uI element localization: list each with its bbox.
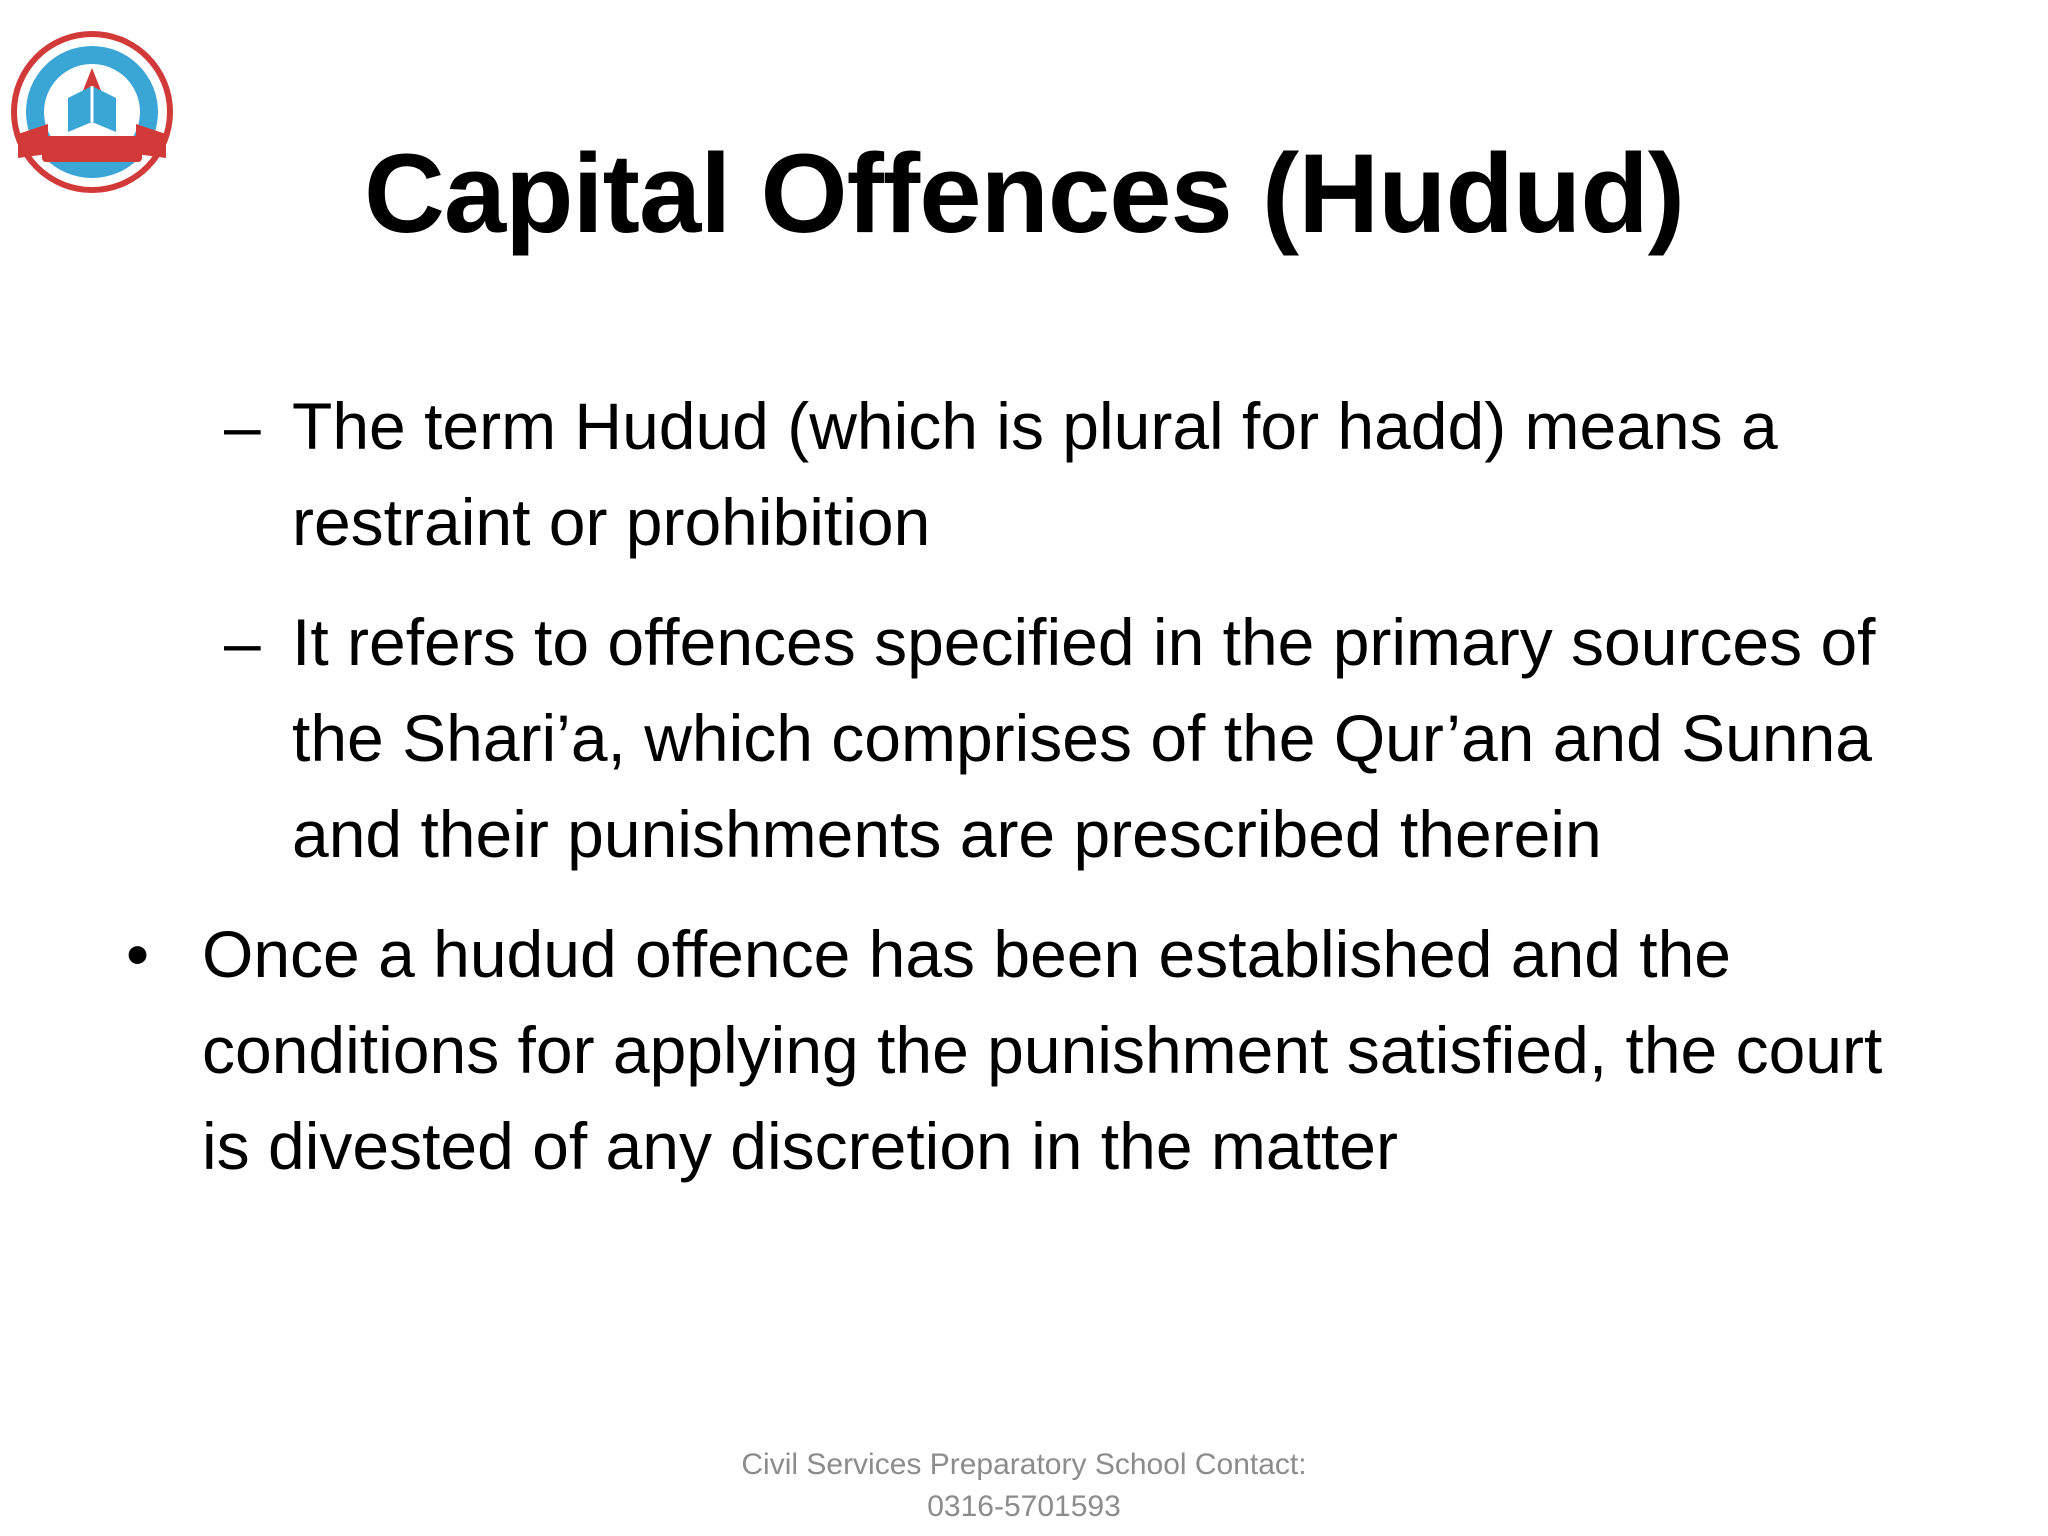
footer-line-phone: 0316-5701593 [927,1490,1121,1523]
footer-line-school: Civil Services Preparatory School Contact: [741,1448,1307,1481]
sub-bullet-item [224,594,1932,882]
sub-bullet-item [224,378,1932,570]
sub-bullet-text: It refers to offences specified in the primary sources of the Shari’a, which comprises of the Qur’an and Sunna and their punishments are prescribed therein [292,605,1876,871]
sub-bullet-text: The term Hudud (which is plural for hadd) means a restraint or prohibition [292,389,1778,559]
slide-footer [0,1444,2048,1528]
slide-title: Capital Offences (Hudud) [363,131,1685,256]
dash-marker: – [224,605,261,679]
bullet-text: Once a hudud offence has been established and the conditions for applying the punishment satisfied, the court is divested of any discretion in the matter [202,917,1883,1183]
dash-marker: – [224,389,261,463]
bullet-marker: • [126,917,150,991]
slide-body [0,378,2048,1194]
bullet-item [126,906,1942,1194]
